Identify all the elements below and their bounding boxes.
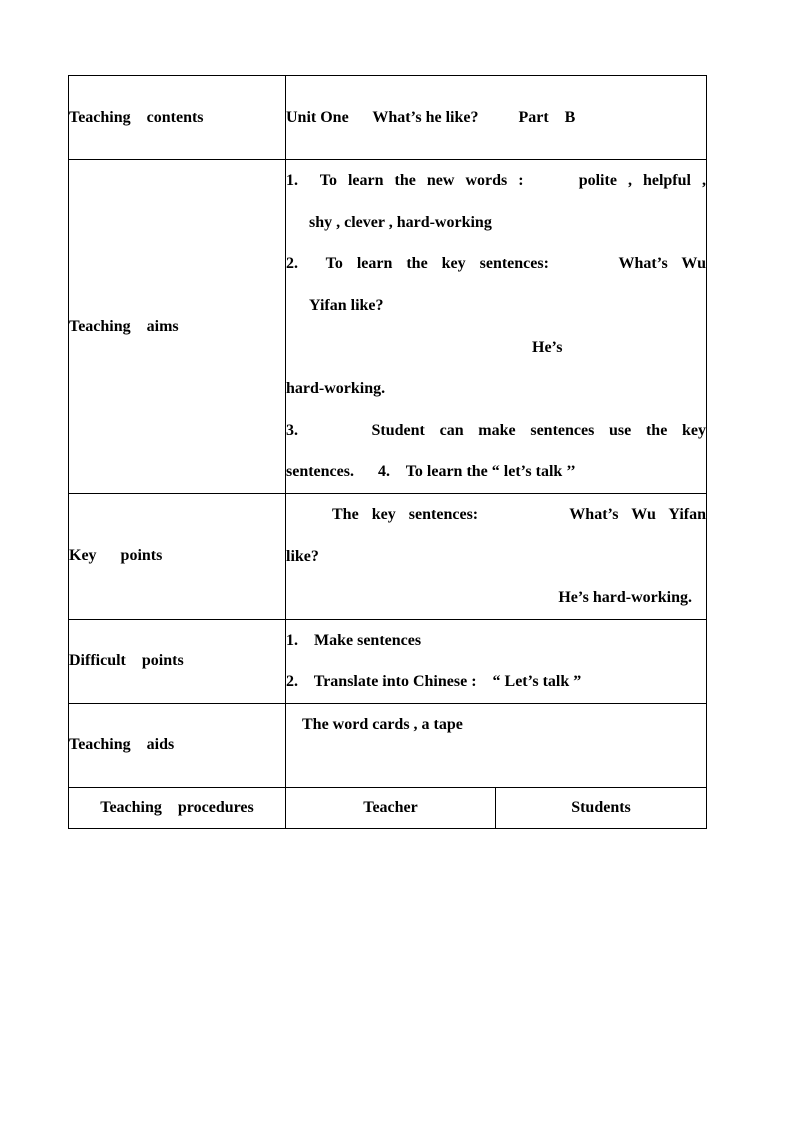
- lesson-plan-table: [68, 75, 707, 829]
- difficult-points-line-1: 1. Make sentences: [286, 631, 422, 649]
- aims-line-3: 2. To learn the key sentences: What’s Wu: [286, 255, 706, 273]
- key-points-line-1: The key sentences: What’s Wu Yifan: [332, 506, 706, 523]
- difficult-points-label: Difficult points: [69, 619, 286, 703]
- students-column-header: Students: [496, 787, 707, 828]
- teaching-aims-cell: [286, 160, 707, 494]
- teaching-aids-label: Teaching aids: [69, 703, 286, 787]
- key-points-line-3: He’s hard-working.: [558, 589, 692, 607]
- difficult-points-cell: [286, 619, 707, 703]
- aims-line-6: hard-working.: [286, 380, 386, 398]
- row-teaching-aims: [69, 160, 707, 494]
- aims-line-4: Yifan like?: [309, 296, 384, 314]
- teacher-column-header: Teacher: [286, 787, 496, 828]
- aims-line-1: 1. To learn the new words : polite , helpful ,: [286, 172, 706, 190]
- aims-line-2: shy , clever , hard-working: [309, 213, 492, 231]
- key-points-line-2: like?: [286, 547, 319, 565]
- key-points-cell: [286, 494, 707, 620]
- teaching-contents-value: Unit One What’s he like? Part B: [286, 76, 707, 160]
- teaching-aims-label: Teaching aims: [69, 160, 286, 494]
- teaching-contents-label: Teaching contents: [69, 76, 286, 160]
- teaching-procedures-label: Teaching procedures: [69, 787, 286, 828]
- aims-line-8: sentences. 4. To learn the “ let’s talk ’’: [286, 463, 576, 481]
- teaching-aids-cell: [286, 703, 707, 787]
- aims-line-7: 3. Student can make sentences use the key: [286, 421, 706, 439]
- row-teaching-aids: [69, 703, 707, 787]
- row-key-points: [69, 494, 707, 620]
- key-points-label: Key points: [69, 494, 286, 620]
- difficult-points-line-2: 2. Translate into Chinese : “ Let’s talk ”: [286, 673, 582, 691]
- row-difficult-points: [69, 619, 707, 703]
- teaching-aids-value: The word cards , a tape: [302, 715, 463, 733]
- aims-line-5: He’s: [532, 338, 563, 356]
- row-teaching-procedures: [69, 787, 707, 828]
- row-teaching-contents: [69, 76, 707, 160]
